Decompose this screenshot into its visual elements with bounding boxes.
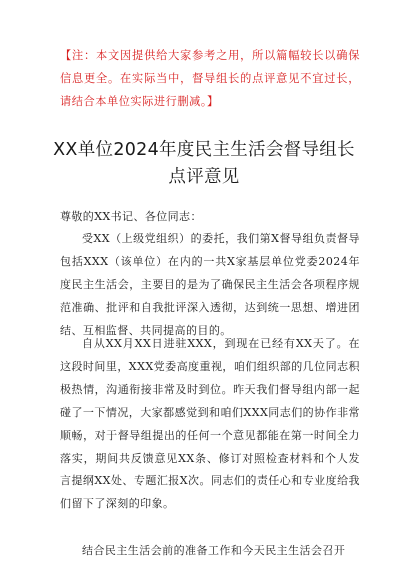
document-title-line-2: 点评意见 <box>168 167 240 187</box>
document-title-line-1: XX单位2024年度民主生活会督导组长 <box>53 140 355 160</box>
body-paragraph: 受XX（上级党组织）的委托，我们第X督导组负责督导包括XXX（该单位）在内的一共X家基层单位党委2024年度民主生活会，主要目的是为了确保民主生活会各项程序规范准确、批评和自我批评深入透彻，达到统一思想、增进团结、互相监督、共同提高的目的。 <box>60 232 360 337</box>
document-title <box>40 137 368 191</box>
body-paragraph: 结合民主生活会前的准备工作和今天民主生活会召开 <box>82 544 346 557</box>
body-paragraph: 自从XX月XX日进驻XXX，到现在已经有XX天了。在这段时间里，XXX党委高度重视，咱们组织部的几位同志积极热情，沟通衔接非常及时到位。昨天我们督导组内部一起碰了一下情况，大家都感觉到和咱们XXX同志们的协作非常顺畅，对于督导组提出的任何一个意见都能在第一时间全力落实，期间共反馈意见XX条、修订对照检查材料和个人发言提纲XX处、专题汇报X次。同志们的责任心和专业度给我们留下了深刻的印象。 <box>60 337 360 511</box>
editor-note: 【注：本文因提供给大家参考之用，所以篇幅较长以确保信息更全。在实际当中，督导组长的点评意见不宜过长，请结合本单位实际进行删减。】 <box>60 49 360 108</box>
salutation: 尊敬的XX书记、各位同志： <box>60 210 202 223</box>
